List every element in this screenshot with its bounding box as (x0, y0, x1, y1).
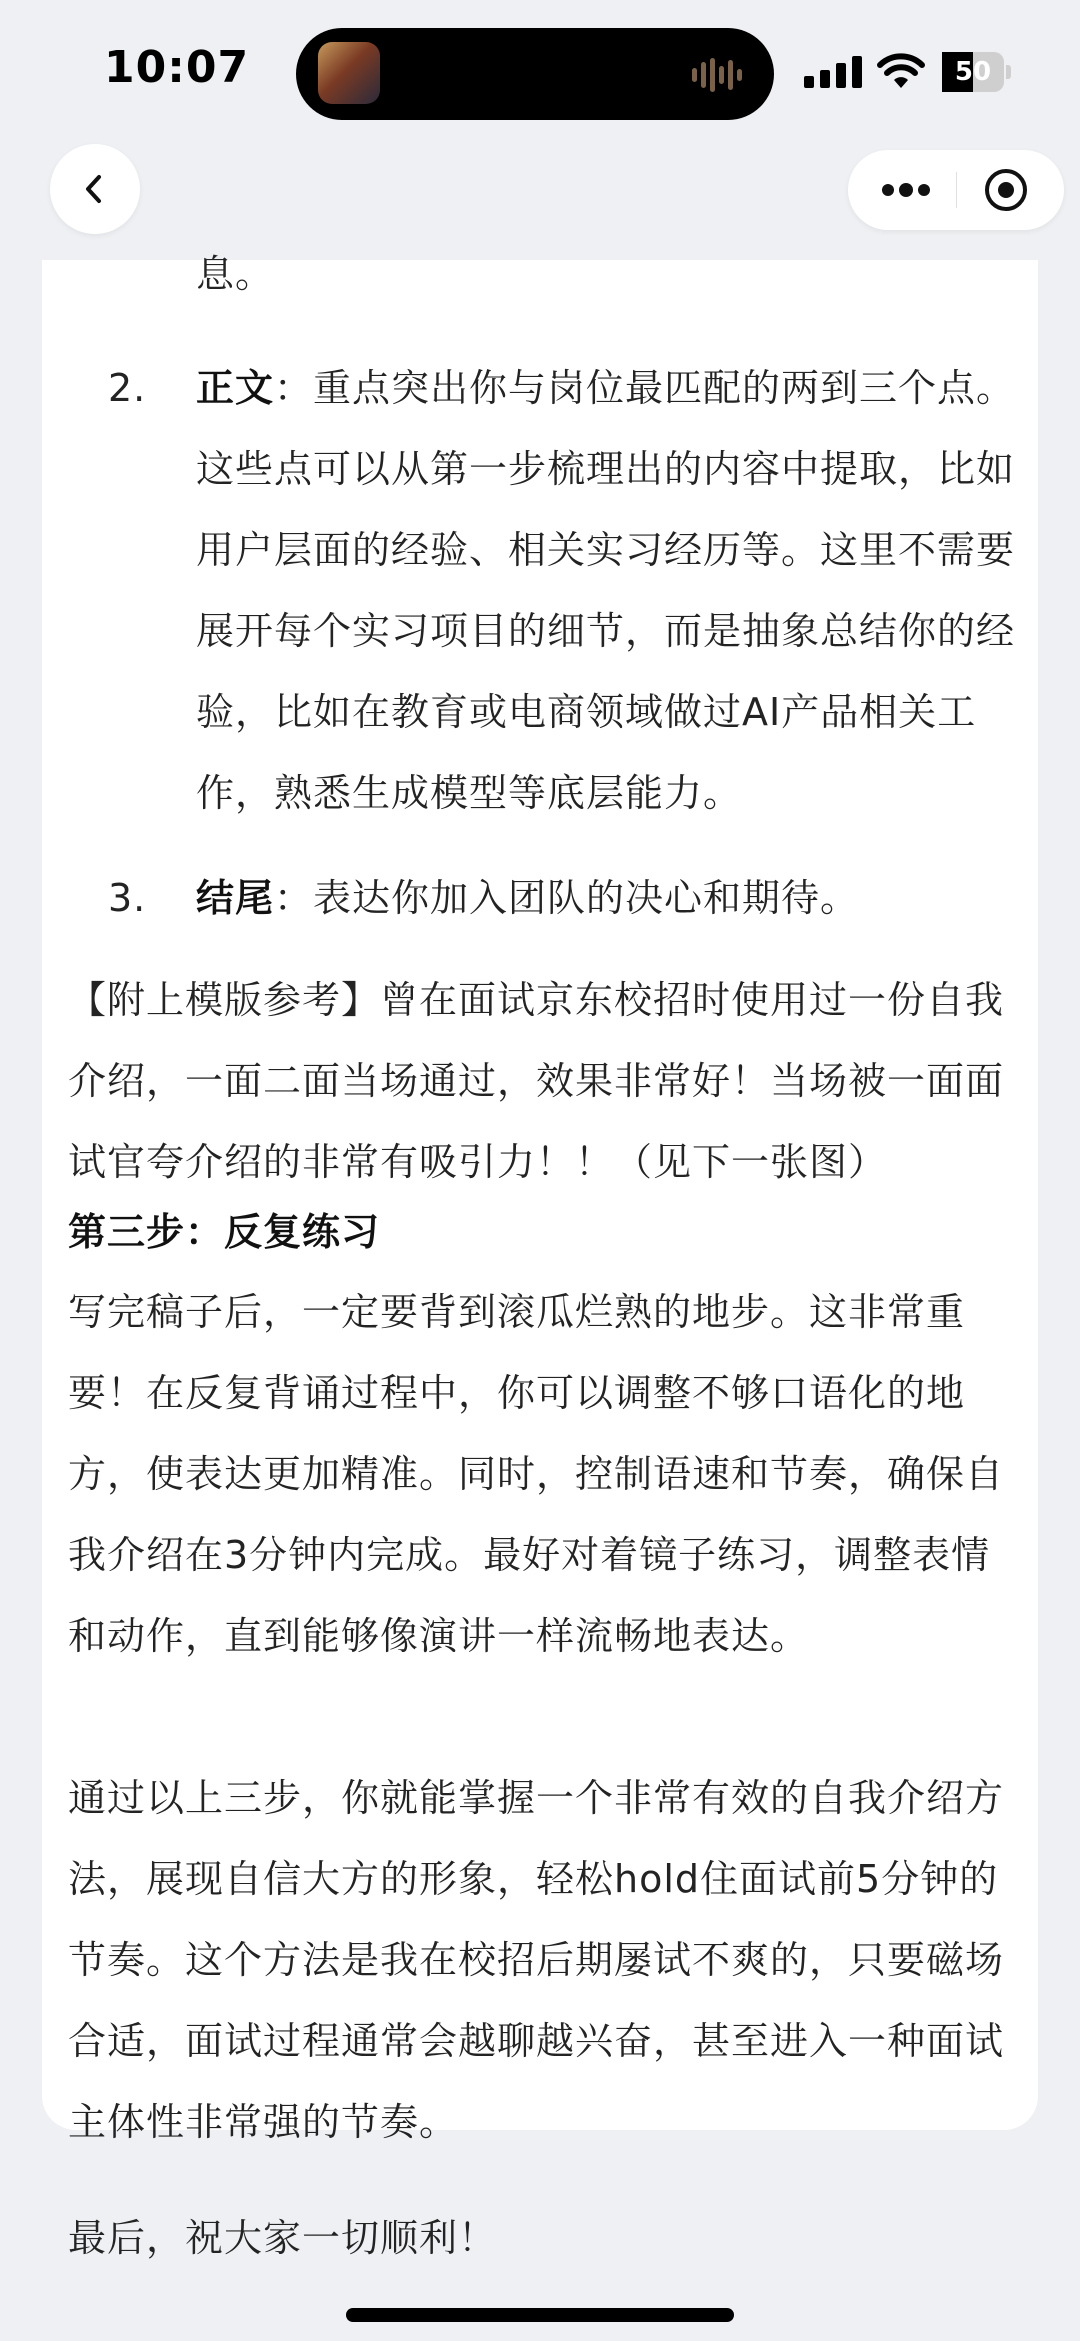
summary-paragraph: 通过以上三步，你就能掌握一个非常有效的自我介绍方法，展现自信大方的形象，轻松hold住面试前5分钟的节奏。这个方法是我在校招后期屡试不爽的，只要磁场合适，面试过程通常会越聊越兴奋，甚至进入一种面试主体性非常强的节奏。 (68, 1776, 1005, 2144)
status-bar (0, 0, 1080, 140)
target-circle-icon[interactable] (982, 166, 1030, 214)
step3-body: 写完稿子后，一定要背到滚瓜烂熟的地步。这非常重要！在反复背诵过程中，你可以调整不够口语化的地方，使表达更加精准。同时，控制语速和节奏，确保自我介绍在3分钟内完成。最好对着镜子练习，调整表情和动作，直到能够像演讲一样流畅地表达。 (68, 1290, 1005, 1658)
home-indicator[interactable] (346, 2308, 734, 2322)
album-art-icon (318, 42, 380, 104)
chevron-left-icon (77, 171, 113, 207)
cellular-signal-icon (804, 56, 864, 88)
list-item-label: 正文 (196, 366, 275, 410)
step3-title: 第三步：反复练习 (68, 1210, 381, 1254)
list-item-text: ：表达你加入团队的决心和期待。 (274, 876, 860, 920)
list-item-body (196, 858, 1028, 939)
list-item-number: 2. (108, 366, 147, 410)
closing-line: 最后，祝大家一切顺利！ (68, 2216, 498, 2260)
template-note: 【附上模版参考】曾在面试京东校招时使用过一份自我介绍，一面二面当场通过，效果非常好！当场被一面面试官夸介绍的非常有吸引力！！（见下一张图） (68, 978, 1005, 1184)
back-button[interactable] (50, 144, 140, 234)
mini-program-capsule (848, 150, 1064, 230)
battery-icon (942, 52, 1012, 92)
list-item-label: 结尾 (196, 876, 275, 920)
list-item-body (196, 348, 1028, 834)
audio-waveform-icon (692, 56, 748, 94)
capsule-divider (956, 172, 957, 208)
status-time: 10:07 (104, 42, 250, 93)
list-item-tail-text: 息。 (196, 252, 275, 296)
more-dots-icon[interactable] (876, 168, 936, 212)
battery-level-text: 50 (954, 57, 992, 87)
article-card (42, 252, 1038, 2260)
dynamic-island[interactable] (296, 28, 774, 120)
list-item-number: 3. (108, 876, 147, 920)
wifi-icon (876, 52, 926, 90)
list-item-text: ：重点突出你与岗位最匹配的两到三个点。这些点可以从第一步梳理出的内容中提取，比如用户层面的经验、相关实习经历等。这里不需要展开每个实习项目的细节，而是抽象总结你的经验，比如在教育或电商领域做过AI产品相关工作，熟悉生成模型等底层能力。 (196, 366, 1016, 815)
